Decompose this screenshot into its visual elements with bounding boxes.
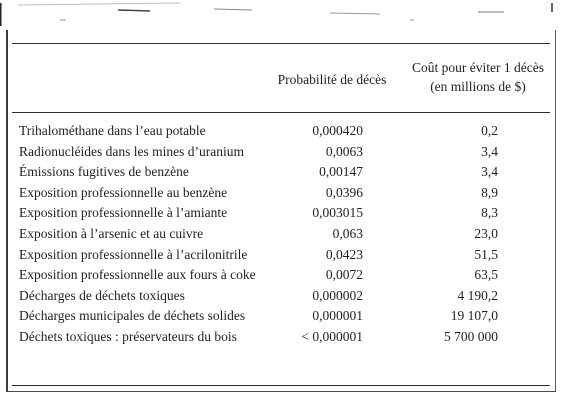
table-row <box>0 286 564 307</box>
table-bottom-rule <box>12 385 550 386</box>
row-probability: 0,000001 <box>312 308 363 324</box>
row-cost: 4 190,2 <box>457 287 498 303</box>
column-header-cost-line2: (en millions de $) <box>430 79 526 94</box>
row-probability: 0,0063 <box>325 143 363 159</box>
row-probability: 0,0423 <box>325 246 363 262</box>
table-body <box>0 121 564 348</box>
table-header-rule <box>12 112 550 113</box>
column-header-cost <box>398 58 558 96</box>
table-row <box>0 142 564 163</box>
row-cost: 3,4 <box>481 143 498 159</box>
column-header-probability: Probabilité de décès <box>277 72 387 87</box>
row-cost: 51,5 <box>474 246 498 262</box>
row-probability: 0,0396 <box>325 184 363 200</box>
row-label: Exposition professionnelle à l’acrilonitrile <box>19 246 248 262</box>
row-cost: 63,5 <box>474 267 498 283</box>
table-row <box>0 327 564 348</box>
row-label: Décharges municipales de déchets solides <box>19 308 246 324</box>
row-cost: 8,9 <box>481 184 498 200</box>
table-row <box>0 245 564 266</box>
scan-artifact-top <box>0 0 564 26</box>
row-label: Déchets toxiques : préservateurs du bois <box>19 328 237 344</box>
table-top-rule <box>12 43 550 44</box>
row-cost: 23,0 <box>474 225 498 241</box>
table-row <box>0 306 564 327</box>
table-row <box>0 265 564 286</box>
table-row <box>0 162 564 183</box>
row-label: Émissions fugitives de benzène <box>19 164 189 180</box>
row-probability: 0,063 <box>332 225 363 241</box>
row-probability: 0,000002 <box>312 287 363 303</box>
row-cost: 19 107,0 <box>450 308 498 324</box>
table-row <box>0 183 564 204</box>
row-probability: 0,003015 <box>312 205 363 221</box>
row-label: Trihalométhane dans l’eau potable <box>19 123 206 138</box>
row-probability: < 0,000001 <box>301 328 363 344</box>
row-cost: 8,3 <box>481 205 498 221</box>
table-row <box>0 224 564 245</box>
row-label: Radionucléides dans les mines d’uranium <box>19 143 244 159</box>
row-label: Décharges de déchets toxiques <box>19 287 185 303</box>
row-label: Exposition professionnelle à l’amiante <box>19 205 228 221</box>
column-header-cost-line1: Coût pour éviter 1 décès <box>412 60 544 75</box>
row-probability: 0,000420 <box>312 123 363 138</box>
row-probability: 0,00147 <box>319 164 363 180</box>
row-label: Exposition à l’arsenic et au cuivre <box>19 225 204 241</box>
table-row <box>0 203 564 224</box>
row-probability: 0,0072 <box>325 267 363 283</box>
row-label: Exposition professionnelle aux fours à coke <box>19 267 256 283</box>
row-cost: 0,2 <box>481 123 498 138</box>
row-cost: 3,4 <box>481 164 498 180</box>
table-row <box>0 121 564 142</box>
row-label: Exposition professionnelle au benzène <box>19 184 228 200</box>
row-cost: 5 700 000 <box>444 328 498 344</box>
